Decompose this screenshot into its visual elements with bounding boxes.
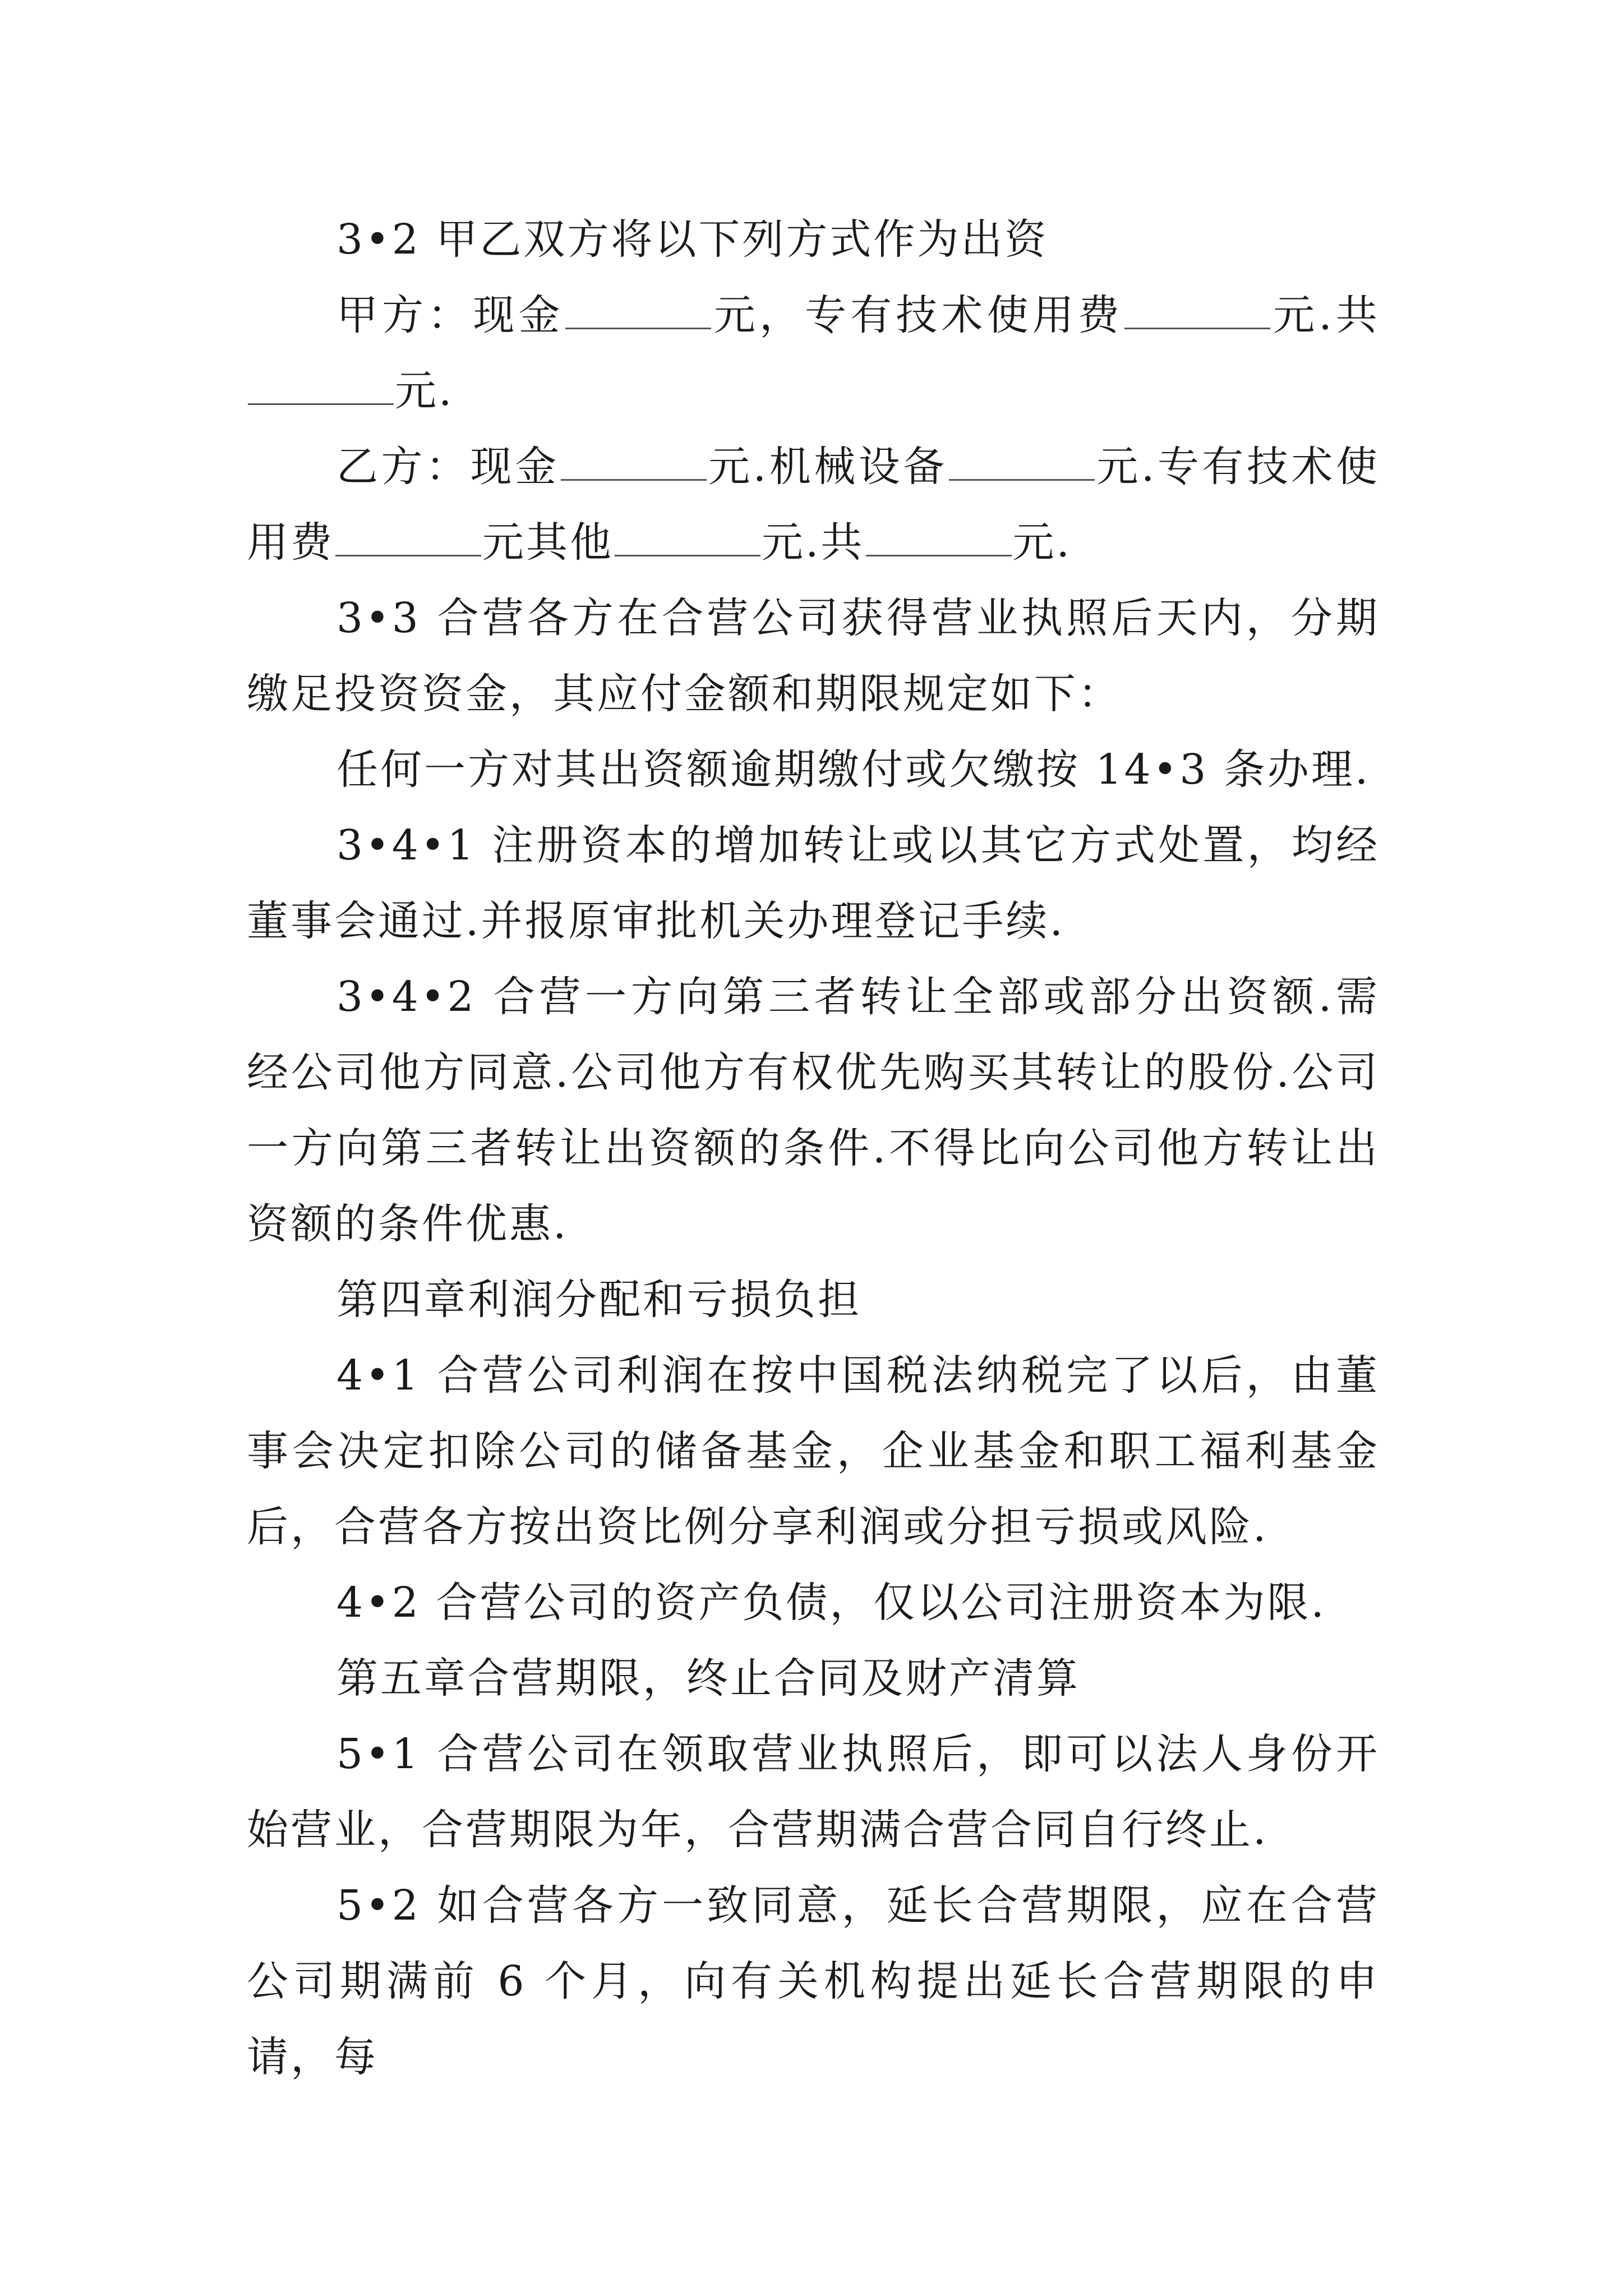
party-a-total-label: 元.共: [1271, 291, 1380, 339]
paragraph-4-2: 4•2 合营公司的资产负债，仅以公司注册资本为限.: [336, 1579, 1326, 1627]
blank-line: [565, 294, 711, 329]
party-a-cash-label: 甲方：现金: [336, 291, 564, 339]
blank-line: [949, 445, 1095, 481]
blank-line: [561, 445, 707, 481]
paragraph-party-b-contribution: [247, 429, 1380, 581]
paragraph-3-2: 3•2 甲乙双方将以下列方式作为出资: [336, 215, 1049, 264]
party-b-total-label: 元.共: [762, 518, 865, 567]
blank-line: [248, 370, 394, 405]
paragraph-5-1: 5•1 合营公司在领取营业执照后，即可以法人身份开始营业，合营期限为年，合营期满合营合同自行终止.: [247, 1730, 1380, 1854]
party-b-equipment-label: 元.机械设备: [707, 443, 948, 491]
paragraph-3-3: 3•3 合营各方在合营公司获得营业执照后天内，分期缴足投资资金，其应付金额和期限规定如下：: [247, 594, 1380, 718]
paragraph-5-2: 5•2 如合营各方一致同意，延长合营期限，应在合营公司期满前 6 个月，向有关机构提出延长合营期限的申请，每: [247, 1881, 1380, 2081]
paragraph-3-4-2: 3•4•2 合营一方向第三者转让全部或部分出资额.需经公司他方同意.公司他方有权优先购买其转让的股份.公司一方向第三者转让出资额的条件.不得比向公司他方转让出资额的条件优惠.: [247, 973, 1380, 1248]
document-body: [247, 202, 1380, 2095]
paragraph-late-payment: 任何一方对其出资额逾期缴付或欠缴按 14•3 条办理.: [336, 746, 1371, 794]
party-b-unit-label: 元.: [1012, 518, 1072, 567]
blank-line: [615, 521, 760, 556]
party-b-cash-label: 乙方：现金: [336, 443, 560, 491]
party-a-tech-fee-label: 元，专有技术使用费: [712, 291, 1124, 339]
chapter-4-heading: 第四章利润分配和亏损负担: [336, 1276, 861, 1324]
paragraph-3-4-1: 3•4•1 注册资本的增加转让或以其它方式处置，均经董事会通过.并报原审批机关办理登记手续.: [247, 821, 1380, 945]
party-b-other-label: 元其他: [482, 518, 614, 567]
party-a-unit-label: 元.: [395, 367, 454, 415]
paragraph-4-1: 4•1 合营公司利润在按中国税法纳税完了以后，由董事会决定扣除公司的储备基金，企业基金和职工福利基金后，合营各方按出资比例分享利润或分担亏损或风险.: [247, 1351, 1380, 1551]
paragraph-party-a-contribution: [247, 278, 1380, 429]
blank-line: [866, 521, 1012, 556]
blank-line: [335, 521, 481, 556]
party-b-tech-fee-label: 元.专有技术使用费: [247, 443, 1380, 567]
chapter-5-heading: 第五章合营期限，终止合同及财产清算: [336, 1654, 1080, 1703]
blank-line: [1124, 294, 1270, 329]
